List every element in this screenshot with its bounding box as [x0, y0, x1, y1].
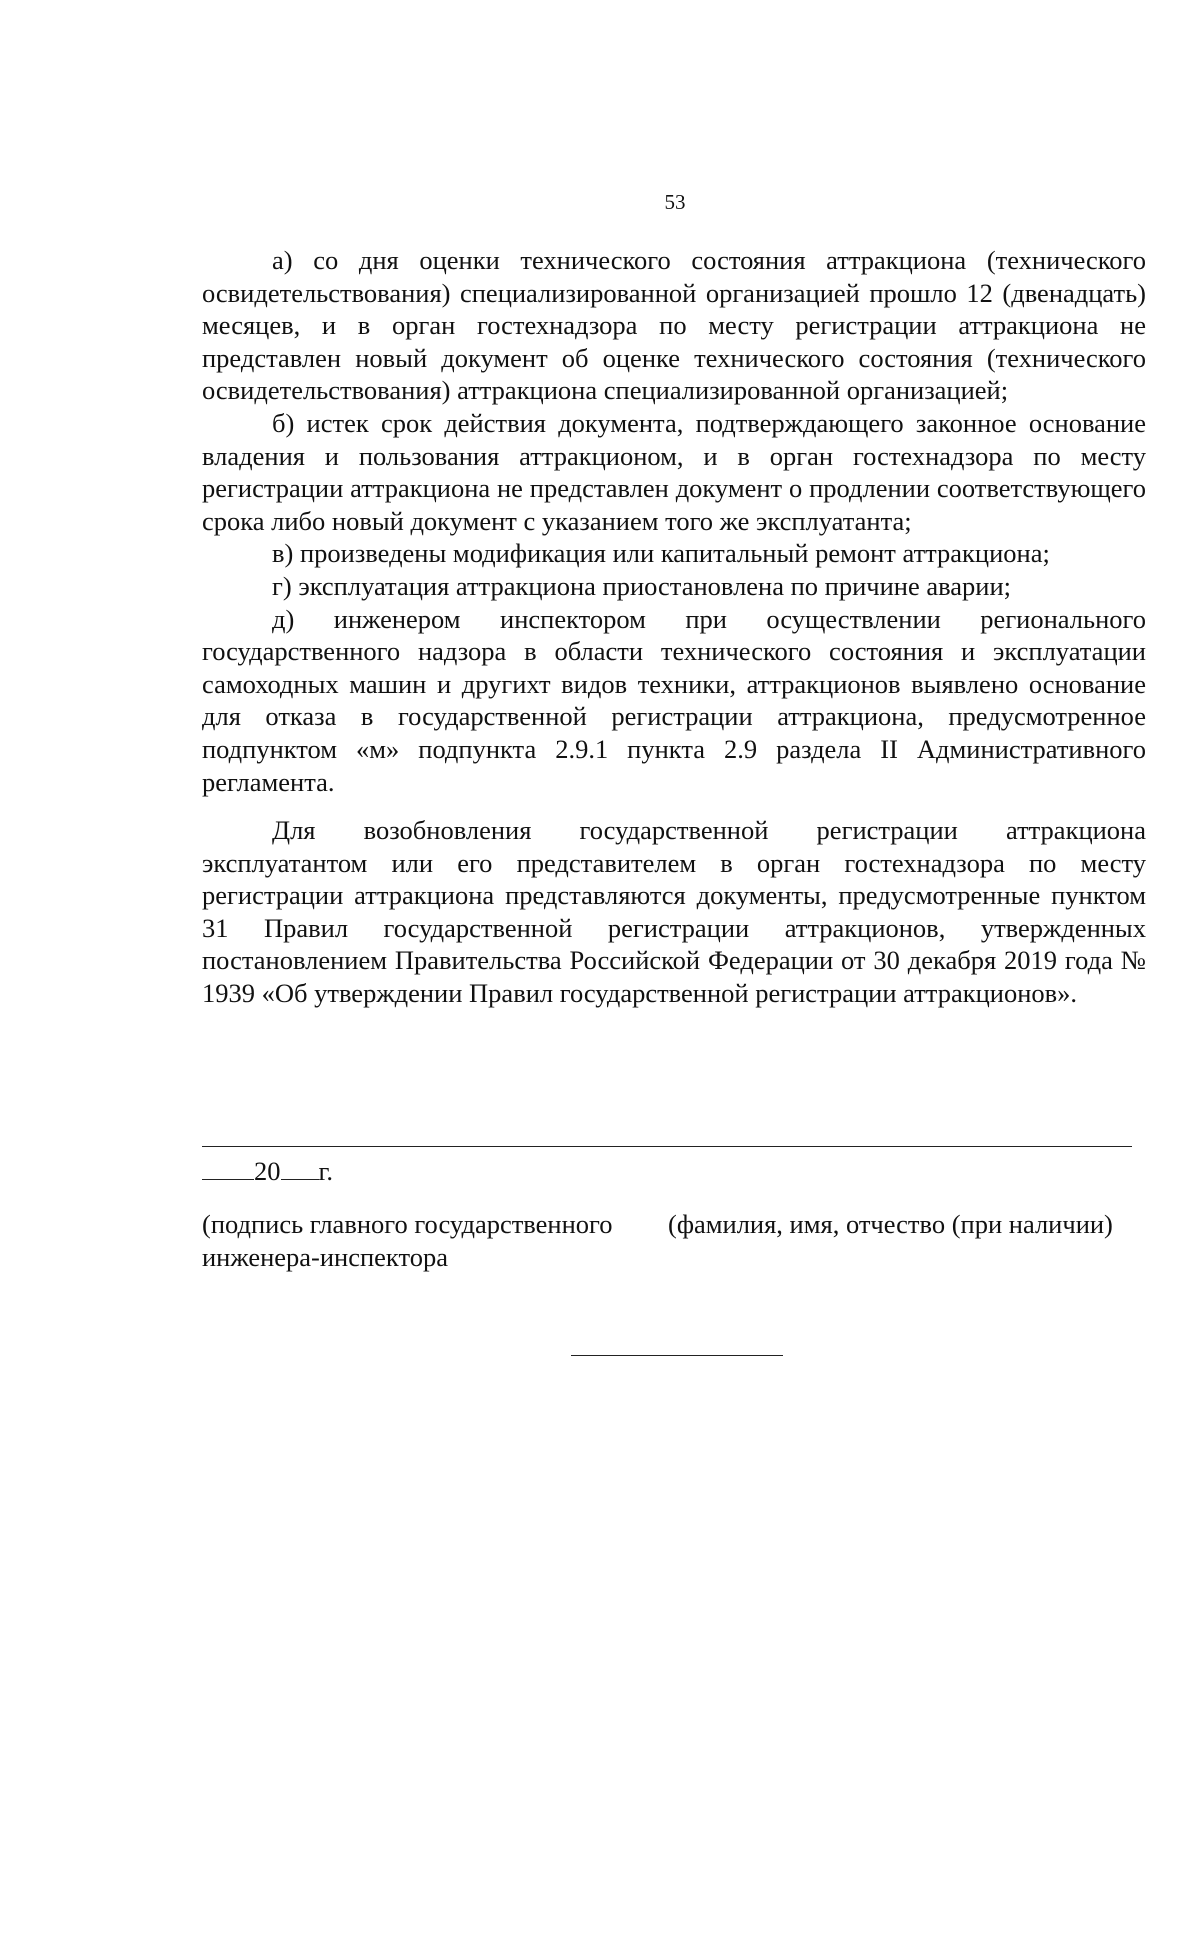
end-rule [571, 1355, 783, 1356]
date-year-prefix: 20 [254, 1156, 281, 1186]
date-blank-day [202, 1153, 254, 1180]
signature-caption-right: (фамилия, имя, отчество (при наличии) [668, 1209, 1113, 1239]
date-year-suffix: г. [318, 1156, 334, 1186]
paragraph-d: д) инженером инспектором при осуществлении регионального государственного надзора в области технического состояния и эксплуатации самоходных машин и другихт видов техники, аттракционов выявлено основание для отказа в государственной регистрации аттракциона, предусмотренное подпунктом «м» подпункта 2.9.1 пункта 2.9 раздела II Административного регламента. [202, 603, 1146, 797]
signature-line [202, 1146, 1132, 1147]
page-number: 53 [664, 190, 686, 214]
paragraph-v: в) произведены модификация или капитальный ремонт аттракциона; [272, 538, 1050, 569]
document-body [202, 244, 1146, 1010]
paragraph-resumption: Для возобновления государственной регистрации аттракциона эксплуатантом или его представителем в орган гостехнадзора по месту регистрации аттракциона представляются документы, предусмотренные пунктом 31 Правил государственной регистрации аттракционов, утвержденных постановлением Правительства Российской Федерации от 30 декабря 2019 года № 1939 «Об утверждении Правил государственной регистрации аттракционов». [202, 815, 1146, 1009]
paragraph-a: а) со дня оценки технического состояния аттракциона (технического освидетельствования) специализированной организацией прошло 12 (двенадцать) месяцев, и в орган гостехнадзора по месту регистрации аттракциона не представлен новый документ об оценке технического состояния (технического освидетельствования) аттракциона специализированной организацией; [202, 245, 1146, 406]
date-field [202, 1153, 333, 1188]
paragraph-g: г) эксплуатация аттракциона приостановлена по причине аварии; [272, 570, 1012, 601]
signature-caption-left: (подпись главного государственного инженера-инспектора [202, 1209, 613, 1272]
paragraph-b: б) истек срок действия документа, подтверждающего законное основание владения и пользования аттракционом, и в орган гостехнадзора по месту регистрации аттракциона не представлен документ о продлении соответствующего срока либо новый документ с указанием того же эксплуатанта; [202, 407, 1146, 536]
date-blank-year [281, 1153, 319, 1180]
